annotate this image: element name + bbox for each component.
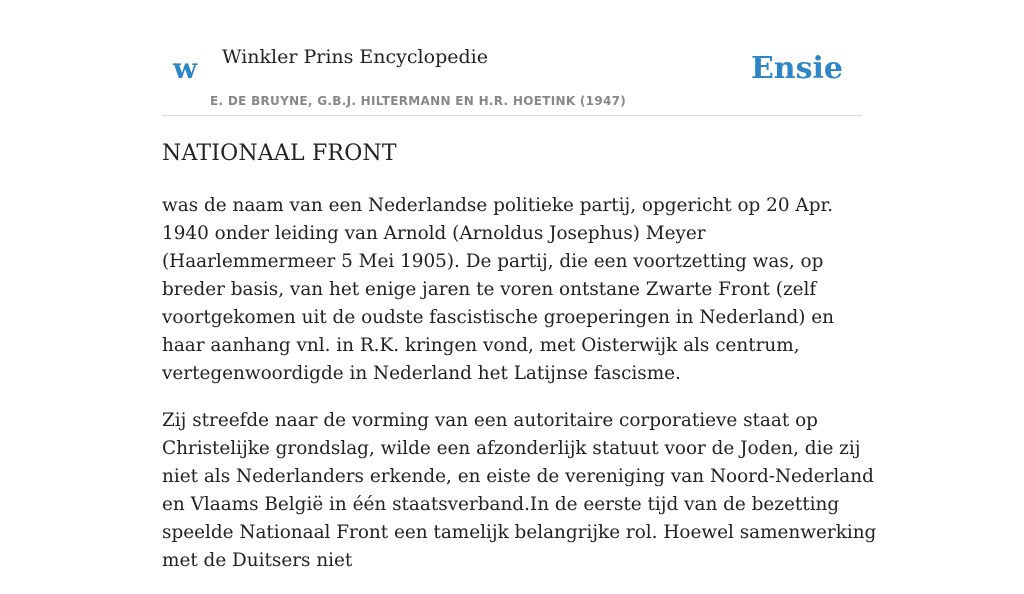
winkler-prins-logo-icon[interactable]: w — [173, 52, 198, 85]
article-title: NATIONAAL FRONT — [162, 141, 397, 166]
article-paragraph-1: was de naam van een Nederlandse politieke partij, opgericht op 20 Apr. 1940 onder leiding van Arnold (Arnoldus Josephus) Meyer (Haarlemmermeer 5 Mei 1905). De partij, die een voortzetting was, op breder basis, van het enige jaren te voren ontstane Zwarte Front (zelf voortgekomen uit de oudste fascistische groeperingen in Nederland) en haar aanhang vnl. in R.K. kringen vond, met Oisterwijk als centrum, vertegenwoordigde in Nederland het Latijnse fascisme. — [162, 195, 834, 384]
source-title[interactable]: Winkler Prins Encyclopedie — [222, 46, 488, 68]
ensie-brand-logo[interactable]: Ensie — [750, 51, 843, 86]
article-body — [162, 192, 882, 594]
article-paragraph-2: Zij streefde naar de vorming van een autoritaire corporatieve staat op Christelijke grondslag, wilde een afzonderlijk statuut voor de Joden, die zij niet als Nederlanders erkende, en eiste de vereniging van Noord-Nederland en Vlaams België in één staatsverband.In de eerste tijd van de bezetting speelde Nationaal Front een tamelijk belangrijke rol. Hoewel samenwerking met de Duitsers niet — [162, 410, 877, 571]
source-header — [162, 30, 862, 116]
source-authors: E. DE BRUYNE, G.B.J. HILTERMANN EN H.R. HOETINK (1947) — [210, 94, 627, 108]
